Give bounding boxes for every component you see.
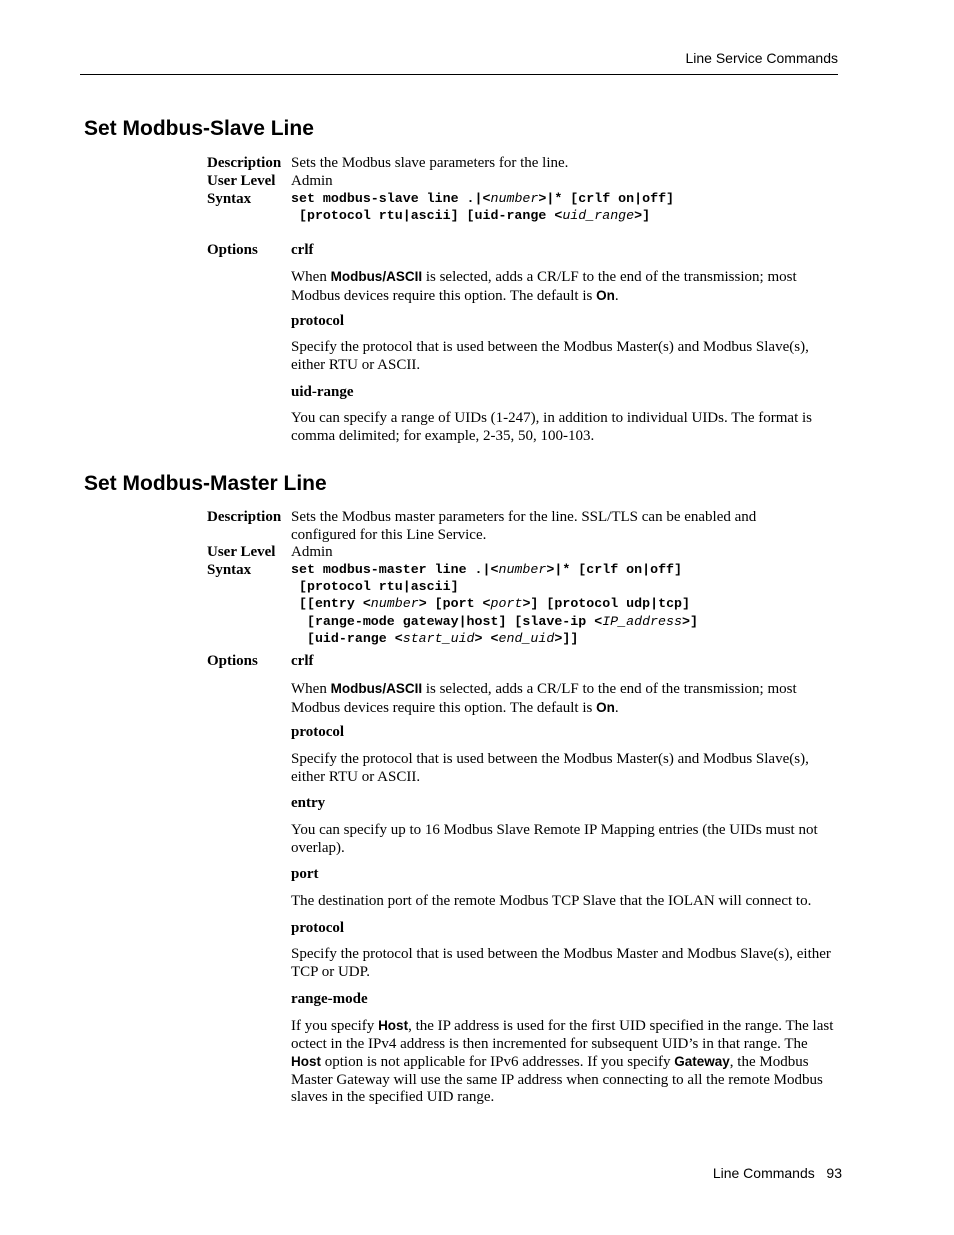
master-option-entry-desc: You can specify up to 16 Modbus Slave Remote IP Mapping entries (the UIDs must not overlap). <box>291 822 818 856</box>
running-header-title: Line Service Commands <box>685 50 838 66</box>
master-option-protocol-desc: Specify the protocol that is used between the Modbus Master(s) and Modbus Slave(s), either RTU or ASCII. <box>291 751 809 785</box>
section-heading-slave: Set Modbus-Slave Line <box>84 117 314 140</box>
section-heading-master: Set Modbus-Master Line <box>84 472 327 495</box>
master-syntax-line-3: [[entry <number> [port <port>] [protocol udp|tcp] <box>291 596 691 611</box>
slave-syntax-line-2: [protocol rtu|ascii] [uid-range <uid_range>] <box>291 208 651 223</box>
master-user-level: Admin <box>291 544 333 560</box>
slave-option-crlf: crlf <box>291 242 314 258</box>
master-syntax-line-2: [protocol rtu|ascii] <box>291 579 459 594</box>
options-label: Options <box>207 242 258 258</box>
master-option-protocol: protocol <box>291 724 345 740</box>
slave-option-uid-range: uid-range <box>291 384 354 400</box>
master-description: Sets the Modbus master parameters for the line. SSL/TLS can be enabled and configured for this Line Service. <box>291 509 757 543</box>
master-syntax-line-5: [uid-range <start_uid> <end_uid>]] <box>291 631 579 646</box>
description-label: Description <box>207 509 282 525</box>
options-label: Options <box>207 653 258 669</box>
master-option-range-mode-desc: If you specify Host, the IP address is used for the first UID specified in the range. The last octect in the IPv4 address is then incremented for subsequent UID’s in that range. The Host option is not applicable for IPv6 addresses. If you specify Gateway, the Modbus Master Gateway will use the same IP address when connecting to all the remote Modbus slaves in the specified UID range. <box>291 1018 834 1105</box>
page-footer <box>713 1165 842 1181</box>
description-label: Description <box>207 155 282 171</box>
master-option-protocol-2: protocol <box>291 920 345 936</box>
slave-description: Sets the Modbus slave parameters for the line. <box>291 155 569 171</box>
running-header <box>80 50 838 75</box>
master-option-port: port <box>291 866 319 882</box>
syntax-label: Syntax <box>207 191 252 207</box>
master-syntax-line-1: set modbus-master line .|<number>|* [crlf on|off] <box>291 562 683 577</box>
master-option-port-desc: The destination port of the remote Modbus TCP Slave that the IOLAN will connect to. <box>291 893 812 909</box>
syntax-label: Syntax <box>207 562 252 578</box>
user-level-label: User Level <box>207 173 276 189</box>
master-option-protocol-2-desc: Specify the protocol that is used between the Modbus Master and Modbus Slave(s), either TCP or UDP. <box>291 946 831 980</box>
slave-option-protocol-desc: Specify the protocol that is used between the Modbus Master(s) and Modbus Slave(s), either RTU or ASCII. <box>291 339 809 373</box>
page-number: 93 <box>826 1165 842 1181</box>
footer-section: Line Commands <box>712 1165 815 1181</box>
master-option-crlf: crlf <box>291 653 314 669</box>
slave-user-level: Admin <box>291 173 333 189</box>
slave-option-crlf-desc: When Modbus/ASCII is selected, adds a CR/LF to the end of the transmission; most Modbus devices require this option. The default is On. <box>291 269 797 304</box>
slave-syntax-line-1: set modbus-slave line .|<number>|* [crlf on|off] <box>291 191 675 206</box>
master-syntax-line-4: [range-mode gateway|host] [slave-ip <IP_address>] <box>291 614 698 629</box>
slave-option-protocol: protocol <box>291 313 345 329</box>
user-level-label: User Level <box>207 544 276 560</box>
master-option-range-mode: range-mode <box>291 991 368 1007</box>
slave-option-uid-range-desc: You can specify a range of UIDs (1-247), in addition to individual UIDs. The format is comma delimited; for example, 2-35, 50, 100-103. <box>291 410 813 444</box>
master-option-entry: entry <box>291 795 326 811</box>
master-option-crlf-desc: When Modbus/ASCII is selected, adds a CR/LF to the end of the transmission; most Modbus devices require this option. The default is On. <box>291 681 797 716</box>
